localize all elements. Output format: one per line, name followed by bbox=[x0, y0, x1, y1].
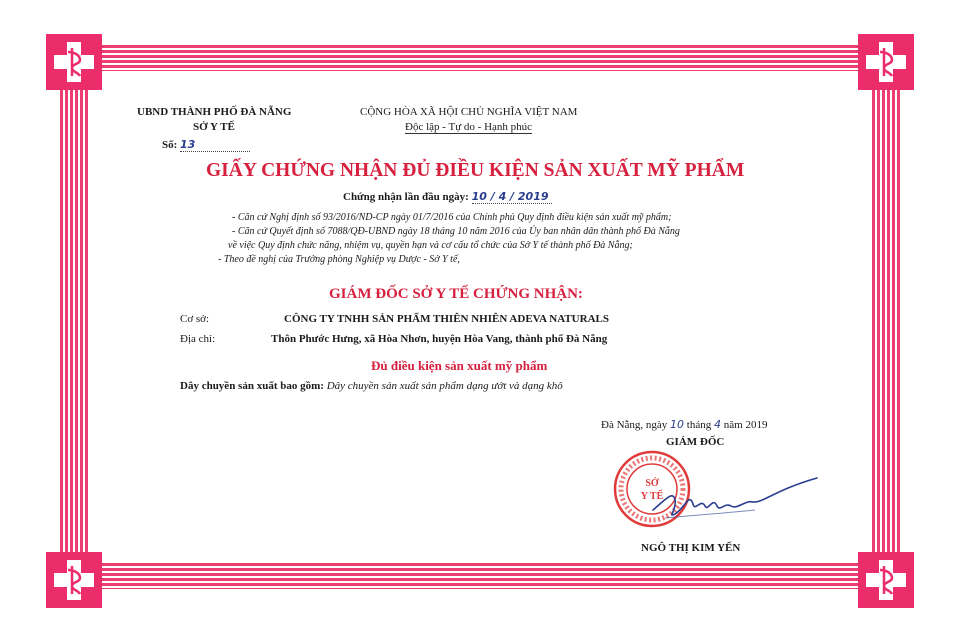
agency-name: UBND THÀNH PHỐ ĐÀ NẴNG bbox=[137, 106, 292, 118]
document-number-label: Số: bbox=[162, 139, 178, 151]
document-number bbox=[162, 138, 250, 152]
corner-pharmacy-emblem-icon bbox=[858, 34, 914, 90]
national-motto: Độc lập - Tự do - Hạnh phúc bbox=[405, 121, 533, 133]
legal-basis-item: - Căn cứ Nghị định số 93/2016/ND-CP ngày 01/7/2016 của Chính phủ Quy định điều kiện sản xuất mỹ phẩm; bbox=[232, 212, 672, 223]
border-top bbox=[60, 45, 900, 71]
sign-month: 4 bbox=[714, 418, 721, 431]
agency-department: SỞ Y TẾ bbox=[193, 121, 235, 133]
production-line-label: Dây chuyền sản xuất bao gồm: bbox=[180, 380, 324, 392]
month-label: tháng bbox=[686, 419, 712, 431]
certificate-title: GIẤY CHỨNG NHẬN ĐỦ ĐIỀU KIỆN SẢN XUẤT MỸ PHẨM bbox=[206, 160, 745, 181]
place-date-prefix: Đà Nẵng, ngày bbox=[601, 419, 668, 431]
legal-basis-item: về việc Quy định chức năng, nhiệm vụ, quyền hạn và cơ cấu tổ chức của Sở Y tế thành phố Đà Nẵng; bbox=[228, 240, 633, 251]
border-right bbox=[872, 45, 900, 589]
legal-basis-item: - Theo đề nghị của Trưởng phòng Nghiệp vụ Dược - Sở Y tế, bbox=[218, 254, 460, 265]
document-number-value: 13 bbox=[180, 138, 250, 152]
production-line-value: Dây chuyền sản xuất sản phẩm dạng ướt và dạng khô bbox=[326, 380, 563, 392]
sign-day: 10 bbox=[670, 418, 685, 431]
place-date bbox=[601, 418, 767, 431]
border-bottom bbox=[60, 563, 900, 589]
national-title: CỘNG HÒA XÃ HỘI CHỦ NGHĨA VIỆT NAM bbox=[360, 106, 578, 118]
signer-position: GIÁM ĐỐC bbox=[666, 436, 725, 448]
eligibility-statement: Đủ điều kiện sản xuất mỹ phẩm bbox=[371, 358, 548, 373]
certify-heading: GIÁM ĐỐC SỞ Y TẾ CHỨNG NHẬN: bbox=[329, 286, 583, 302]
signer-name: NGÔ THỊ KIM YẾN bbox=[641, 542, 741, 554]
stamp-text-line2: Y TẾ bbox=[640, 491, 664, 502]
address-value: Thôn Phước Hưng, xã Hòa Nhơn, huyện Hòa Vang, thành phố Đà Nẵng bbox=[271, 333, 608, 345]
facility-name: CÔNG TY TNHH SẢN PHẨM THIÊN NHIÊN ADEVA NATURALS bbox=[284, 313, 609, 325]
corner-pharmacy-emblem-icon bbox=[46, 34, 102, 90]
handwritten-signature bbox=[645, 470, 820, 530]
corner-pharmacy-emblem-icon bbox=[858, 552, 914, 608]
production-line bbox=[180, 380, 563, 392]
legal-basis-item: - Căn cứ Quyết định số 7088/QĐ-UBND ngày 18 tháng 10 năm 2016 của Ủy ban nhân dân thành phố Đà Nẵng bbox=[232, 226, 680, 237]
first-issue-value: 10 / 4 / 2019 bbox=[472, 190, 552, 204]
first-issue-date bbox=[343, 190, 552, 204]
first-issue-label: Chứng nhận lần đầu ngày: bbox=[343, 191, 469, 203]
border-left bbox=[60, 45, 88, 589]
corner-pharmacy-emblem-icon bbox=[46, 552, 102, 608]
facility-label: Cơ sở: bbox=[180, 313, 210, 325]
stamp-text-line1: SỞ bbox=[645, 478, 659, 489]
address-label: Địa chỉ: bbox=[180, 333, 216, 345]
year-label: năm 2019 bbox=[723, 419, 768, 431]
